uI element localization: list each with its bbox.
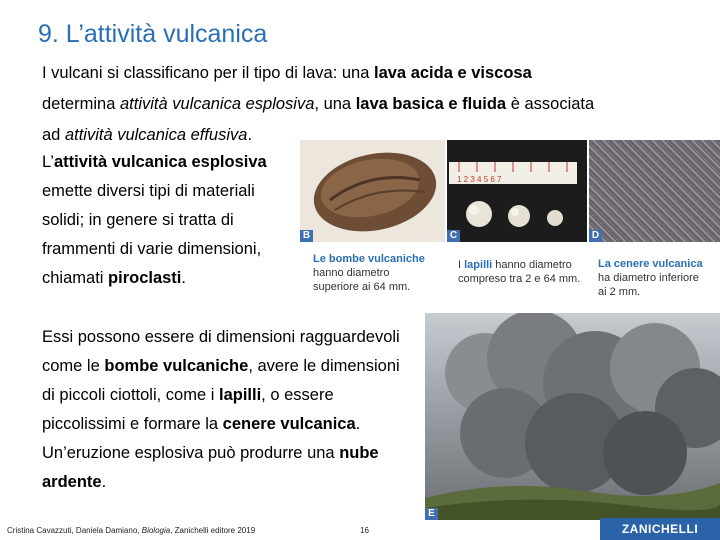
ash-cloud-image [425, 313, 720, 520]
volcanic-bomb-photo [300, 140, 445, 242]
figure-letter-b: B [300, 230, 313, 242]
publisher-logo: ZANICHELLI [600, 518, 720, 540]
volcanic-ash-photo [589, 140, 720, 242]
figure-letter-d: D [589, 230, 602, 242]
explosive-activity-paragraph: L’attività vulcanica esplosiva emette diversi tipi di materiali solidi; in genere si tratta di frammenti di varie dimensioni, chiamati piroclasti. [42, 153, 267, 287]
lapilli-photo [447, 140, 587, 242]
pyroclasts-paragraph: Essi possono essere di dimensioni ragguardevoli come le bombe vulcaniche, avere le dimensioni di piccoli ciottoli, come i lapilli, o essere piccolissimi e formare la cenere vulcanica. Un’eruzione esplosiva può produrre una nube ardente. [42, 328, 400, 491]
ash-caption: La cenere vulcanica ha diametro inferiore ai 2 mm. [598, 258, 703, 298]
figure-letter-e: E [425, 508, 438, 520]
volcanic-bomb-image [300, 140, 445, 242]
intro-paragraph: I vulcani si classificano per il tipo di lava: una lava acida e viscosa determina attività vulcanica esplosiva, una lava basica e fluida è associata ad attività vulcanica effusiva. [42, 64, 595, 144]
figure-letter-c: C [447, 230, 460, 242]
footer-credit: Cristina Cavazzuti, Daniela Damiano, Biologia, Zanichelli editore 2019 [7, 526, 256, 535]
slide-title: 9. L’attività vulcanica [38, 20, 268, 48]
lapilli-image [447, 140, 587, 242]
page-number: 16 [360, 526, 369, 535]
pyroclastic-cloud-photo [425, 313, 720, 520]
lapilli-caption: I lapilli hanno diametro compreso tra 2 e 64 mm. [458, 259, 581, 285]
ruler-scale-labels: 1 2 3 4 5 6 7 [457, 175, 502, 184]
bomb-caption: Le bombe vulcaniche hanno diametro superiore ai 64 mm. [313, 253, 425, 293]
